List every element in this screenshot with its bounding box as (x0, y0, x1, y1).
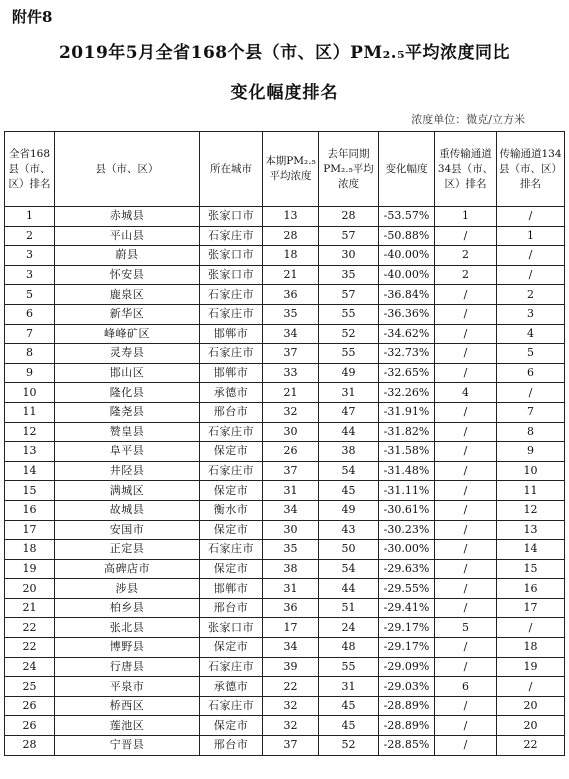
rank134-cell: / (497, 265, 565, 285)
last-year-pm25-cell: 38 (319, 442, 379, 462)
rank34-cell: 5 (435, 618, 497, 638)
last-year-pm25-cell: 45 (319, 696, 379, 716)
current-pm25-cell: 33 (263, 363, 319, 383)
rank-cell: 3 (5, 265, 55, 285)
city-cell: 保定市 (200, 638, 263, 658)
table-header-row (5, 132, 565, 207)
change-cell: -36.84% (379, 285, 435, 305)
county-cell: 灵寿县 (55, 344, 200, 364)
rank134-cell: 22 (497, 736, 565, 756)
page-title: 2019年5月全省168个县（市、区）PM₂.₅平均浓度同比 (58, 43, 511, 63)
current-pm25-cell: 32 (263, 696, 319, 716)
county-cell: 鹿泉区 (55, 285, 200, 305)
change-cell: -30.23% (379, 520, 435, 540)
last-year-pm25-cell: 52 (319, 324, 379, 344)
last-year-pm25-cell: 44 (319, 579, 379, 599)
rank34-cell: 2 (435, 265, 497, 285)
change-cell: -36.36% (379, 304, 435, 324)
table-row (5, 207, 565, 227)
city-cell: 张家口市 (200, 246, 263, 266)
change-cell: -53.57% (379, 207, 435, 227)
rank134-cell: 8 (497, 422, 565, 442)
county-cell: 满城区 (55, 481, 200, 501)
current-pm25-cell: 35 (263, 540, 319, 560)
last-year-pm25-cell: 49 (319, 500, 379, 520)
city-cell: 保定市 (200, 442, 263, 462)
current-pm25-cell: 35 (263, 304, 319, 324)
county-cell: 隆尧县 (55, 402, 200, 422)
rank134-cell: / (497, 383, 565, 403)
last-year-pm25-cell: 57 (319, 226, 379, 246)
rank134-cell: 5 (497, 344, 565, 364)
rank134-cell: 14 (497, 540, 565, 560)
last-year-pm25-cell: 54 (319, 559, 379, 579)
rank34-cell: / (435, 422, 497, 442)
table-row (5, 540, 565, 560)
last-year-pm25-cell: 55 (319, 344, 379, 364)
rank34-cell: / (435, 481, 497, 501)
rank134-cell: 17 (497, 598, 565, 618)
rank134-cell: / (497, 246, 565, 266)
rank34-cell: / (435, 638, 497, 658)
change-cell: -30.61% (379, 500, 435, 520)
current-pm25-cell: 26 (263, 442, 319, 462)
rank134-cell: 10 (497, 461, 565, 481)
current-pm25-cell: 13 (263, 207, 319, 227)
rank134-cell: 16 (497, 579, 565, 599)
change-cell: -29.03% (379, 677, 435, 697)
city-cell: 保定市 (200, 481, 263, 501)
city-cell: 邯郸市 (200, 324, 263, 344)
table-row (5, 226, 565, 246)
rank-cell: 11 (5, 402, 55, 422)
rank34-cell: / (435, 442, 497, 462)
city-cell: 石家庄市 (200, 304, 263, 324)
current-pm25-cell: 30 (263, 520, 319, 540)
county-cell: 安国市 (55, 520, 200, 540)
rank34-cell: / (435, 579, 497, 599)
rank34-cell: 4 (435, 383, 497, 403)
rank-cell: 17 (5, 520, 55, 540)
current-pm25-cell: 37 (263, 344, 319, 364)
county-cell: 赞皇县 (55, 422, 200, 442)
county-cell: 莲池区 (55, 716, 200, 736)
city-cell: 张家口市 (200, 265, 263, 285)
change-cell: -28.89% (379, 696, 435, 716)
unit-note: 浓度单位：微克/立方米 (411, 113, 525, 126)
county-cell: 张北县 (55, 618, 200, 638)
rank-cell: 22 (5, 618, 55, 638)
current-pm25-cell: 21 (263, 383, 319, 403)
header-current-pm25: 本期PM₂.₅平均浓度 (263, 132, 319, 207)
rank134-cell: 1 (497, 226, 565, 246)
table-row (5, 324, 565, 344)
last-year-pm25-cell: 28 (319, 207, 379, 227)
county-cell: 邯山区 (55, 363, 200, 383)
city-cell: 承德市 (200, 677, 263, 697)
county-cell: 桥西区 (55, 696, 200, 716)
rank34-cell: / (435, 304, 497, 324)
city-cell: 张家口市 (200, 207, 263, 227)
city-cell: 石家庄市 (200, 344, 263, 364)
rank-cell: 8 (5, 344, 55, 364)
rank34-cell: 6 (435, 677, 497, 697)
rank-cell: 16 (5, 500, 55, 520)
current-pm25-cell: 21 (263, 265, 319, 285)
change-cell: -31.11% (379, 481, 435, 501)
rank-cell: 7 (5, 324, 55, 344)
rank134-cell: 18 (497, 638, 565, 658)
rank-cell: 26 (5, 716, 55, 736)
rank-cell: 13 (5, 442, 55, 462)
change-cell: -40.00% (379, 265, 435, 285)
city-cell: 石家庄市 (200, 696, 263, 716)
rank134-cell: 20 (497, 716, 565, 736)
rank34-cell: / (435, 559, 497, 579)
city-cell: 邯郸市 (200, 363, 263, 383)
county-cell: 故城县 (55, 500, 200, 520)
county-cell: 蔚县 (55, 246, 200, 266)
current-pm25-cell: 17 (263, 618, 319, 638)
current-pm25-cell: 37 (263, 736, 319, 756)
rank134-cell: 13 (497, 520, 565, 540)
rank134-cell: / (497, 618, 565, 638)
page-subtitle: 变化幅度排名 (230, 83, 339, 103)
current-pm25-cell: 28 (263, 226, 319, 246)
rank34-cell: / (435, 363, 497, 383)
rank-cell: 26 (5, 696, 55, 716)
rank-cell: 25 (5, 677, 55, 697)
header-change: 变化幅度 (379, 132, 435, 207)
rank134-cell: 15 (497, 559, 565, 579)
last-year-pm25-cell: 35 (319, 265, 379, 285)
city-cell: 保定市 (200, 716, 263, 736)
table-row (5, 677, 565, 697)
city-cell: 石家庄市 (200, 540, 263, 560)
rank134-cell: 4 (497, 324, 565, 344)
county-cell: 柏乡县 (55, 598, 200, 618)
rank134-cell: 20 (497, 696, 565, 716)
rank-cell: 18 (5, 540, 55, 560)
change-cell: -29.09% (379, 657, 435, 677)
rank-cell: 24 (5, 657, 55, 677)
current-pm25-cell: 36 (263, 285, 319, 305)
last-year-pm25-cell: 45 (319, 716, 379, 736)
current-pm25-cell: 34 (263, 638, 319, 658)
last-year-pm25-cell: 45 (319, 481, 379, 501)
city-cell: 邢台市 (200, 402, 263, 422)
rank34-cell: / (435, 226, 497, 246)
table-row (5, 638, 565, 658)
table-row (5, 246, 565, 266)
current-pm25-cell: 18 (263, 246, 319, 266)
table-row (5, 736, 565, 756)
rank-cell: 28 (5, 736, 55, 756)
county-cell: 平泉市 (55, 677, 200, 697)
city-cell: 石家庄市 (200, 285, 263, 305)
rank-cell: 3 (5, 246, 55, 266)
table-row (5, 559, 565, 579)
rank-cell: 22 (5, 638, 55, 658)
header-city: 所在城市 (200, 132, 263, 207)
last-year-pm25-cell: 30 (319, 246, 379, 266)
change-cell: -31.48% (379, 461, 435, 481)
table-row (5, 344, 565, 364)
last-year-pm25-cell: 57 (319, 285, 379, 305)
change-cell: -29.55% (379, 579, 435, 599)
table-row (5, 618, 565, 638)
rank134-cell: / (497, 677, 565, 697)
table-row (5, 285, 565, 305)
rank-cell: 21 (5, 598, 55, 618)
city-cell: 石家庄市 (200, 226, 263, 246)
city-cell: 石家庄市 (200, 461, 263, 481)
change-cell: -31.58% (379, 442, 435, 462)
table-row (5, 657, 565, 677)
last-year-pm25-cell: 55 (319, 304, 379, 324)
table-row (5, 598, 565, 618)
table-row (5, 363, 565, 383)
county-cell: 新华区 (55, 304, 200, 324)
last-year-pm25-cell: 51 (319, 598, 379, 618)
city-cell: 邢台市 (200, 598, 263, 618)
current-pm25-cell: 36 (263, 598, 319, 618)
change-cell: -40.00% (379, 246, 435, 266)
last-year-pm25-cell: 24 (319, 618, 379, 638)
city-cell: 保定市 (200, 520, 263, 540)
rank-cell: 1 (5, 207, 55, 227)
rank-cell: 2 (5, 226, 55, 246)
table-row (5, 442, 565, 462)
change-cell: -29.41% (379, 598, 435, 618)
rank134-cell: / (497, 207, 565, 227)
change-cell: -34.62% (379, 324, 435, 344)
table-row (5, 716, 565, 736)
rank134-cell: 9 (497, 442, 565, 462)
last-year-pm25-cell: 54 (319, 461, 379, 481)
change-cell: -29.63% (379, 559, 435, 579)
city-cell: 张家口市 (200, 618, 263, 638)
city-cell: 保定市 (200, 559, 263, 579)
county-cell: 宁晋县 (55, 736, 200, 756)
rank34-cell: / (435, 540, 497, 560)
last-year-pm25-cell: 55 (319, 657, 379, 677)
county-cell: 平山县 (55, 226, 200, 246)
county-cell: 博野县 (55, 638, 200, 658)
rank34-cell: / (435, 402, 497, 422)
rank34-cell: / (435, 696, 497, 716)
last-year-pm25-cell: 31 (319, 383, 379, 403)
county-cell: 正定县 (55, 540, 200, 560)
city-cell: 承德市 (200, 383, 263, 403)
current-pm25-cell: 22 (263, 677, 319, 697)
rank-cell: 6 (5, 304, 55, 324)
rank34-cell: / (435, 736, 497, 756)
rank34-cell: / (435, 285, 497, 305)
county-cell: 阜平县 (55, 442, 200, 462)
rank34-cell: / (435, 461, 497, 481)
table-row (5, 579, 565, 599)
current-pm25-cell: 31 (263, 481, 319, 501)
last-year-pm25-cell: 48 (319, 638, 379, 658)
change-cell: -50.88% (379, 226, 435, 246)
rank-cell: 9 (5, 363, 55, 383)
last-year-pm25-cell: 50 (319, 540, 379, 560)
current-pm25-cell: 37 (263, 461, 319, 481)
change-cell: -31.82% (379, 422, 435, 442)
county-cell: 行唐县 (55, 657, 200, 677)
last-year-pm25-cell: 49 (319, 363, 379, 383)
county-cell: 赤城县 (55, 207, 200, 227)
change-cell: -32.65% (379, 363, 435, 383)
rank34-cell: / (435, 657, 497, 677)
rank134-cell: 6 (497, 363, 565, 383)
table-row (5, 383, 565, 403)
change-cell: -30.00% (379, 540, 435, 560)
current-pm25-cell: 34 (263, 500, 319, 520)
city-cell: 邯郸市 (200, 579, 263, 599)
city-cell: 衡水市 (200, 500, 263, 520)
rank134-cell: 12 (497, 500, 565, 520)
table-row (5, 304, 565, 324)
county-cell: 怀安县 (55, 265, 200, 285)
rank-cell: 10 (5, 383, 55, 403)
current-pm25-cell: 30 (263, 422, 319, 442)
change-cell: -28.85% (379, 736, 435, 756)
header-rank34: 重传输通道34县（市、区）排名 (435, 132, 497, 207)
county-cell: 隆化县 (55, 383, 200, 403)
rank34-cell: 2 (435, 246, 497, 266)
rank-cell: 20 (5, 579, 55, 599)
rank34-cell: / (435, 716, 497, 736)
rank-cell: 14 (5, 461, 55, 481)
current-pm25-cell: 39 (263, 657, 319, 677)
current-pm25-cell: 32 (263, 716, 319, 736)
rank134-cell: 11 (497, 481, 565, 501)
county-cell: 高碑店市 (55, 559, 200, 579)
county-cell: 井陉县 (55, 461, 200, 481)
header-county: 县（市、区） (55, 132, 200, 207)
county-cell: 涉县 (55, 579, 200, 599)
rank-cell: 19 (5, 559, 55, 579)
table-row (5, 265, 565, 285)
rank134-cell: 19 (497, 657, 565, 677)
current-pm25-cell: 32 (263, 402, 319, 422)
last-year-pm25-cell: 52 (319, 736, 379, 756)
table-row (5, 696, 565, 716)
rank134-cell: 7 (497, 402, 565, 422)
rank34-cell: / (435, 344, 497, 364)
table-row (5, 422, 565, 442)
rank134-cell: 3 (497, 304, 565, 324)
current-pm25-cell: 31 (263, 579, 319, 599)
change-cell: -31.91% (379, 402, 435, 422)
rank34-cell: / (435, 598, 497, 618)
table-body (5, 207, 565, 756)
current-pm25-cell: 34 (263, 324, 319, 344)
attachment-label: 附件8 (12, 8, 53, 26)
table-row (5, 402, 565, 422)
change-cell: -29.17% (379, 638, 435, 658)
rank34-cell: / (435, 500, 497, 520)
last-year-pm25-cell: 31 (319, 677, 379, 697)
last-year-pm25-cell: 43 (319, 520, 379, 540)
change-cell: -29.17% (379, 618, 435, 638)
last-year-pm25-cell: 47 (319, 402, 379, 422)
rank-cell: 12 (5, 422, 55, 442)
city-cell: 邢台市 (200, 736, 263, 756)
ranking-table (4, 131, 565, 756)
city-cell: 石家庄市 (200, 657, 263, 677)
table-row (5, 481, 565, 501)
rank134-cell: 2 (497, 285, 565, 305)
last-year-pm25-cell: 44 (319, 422, 379, 442)
rank34-cell: 1 (435, 207, 497, 227)
change-cell: -32.73% (379, 344, 435, 364)
city-cell: 石家庄市 (200, 422, 263, 442)
rank34-cell: / (435, 324, 497, 344)
header-last-year-pm25: 去年同期PM₂.₅平均浓度 (319, 132, 379, 207)
rank-cell: 15 (5, 481, 55, 501)
table-row (5, 500, 565, 520)
rank-cell: 5 (5, 285, 55, 305)
table-row (5, 461, 565, 481)
header-rank168: 全省168县（市、区）排名 (5, 132, 55, 207)
current-pm25-cell: 38 (263, 559, 319, 579)
change-cell: -32.26% (379, 383, 435, 403)
header-rank134: 传输通道134县（市、区）排名 (497, 132, 565, 207)
change-cell: -28.89% (379, 716, 435, 736)
county-cell: 峰峰矿区 (55, 324, 200, 344)
table-row (5, 520, 565, 540)
rank34-cell: / (435, 520, 497, 540)
